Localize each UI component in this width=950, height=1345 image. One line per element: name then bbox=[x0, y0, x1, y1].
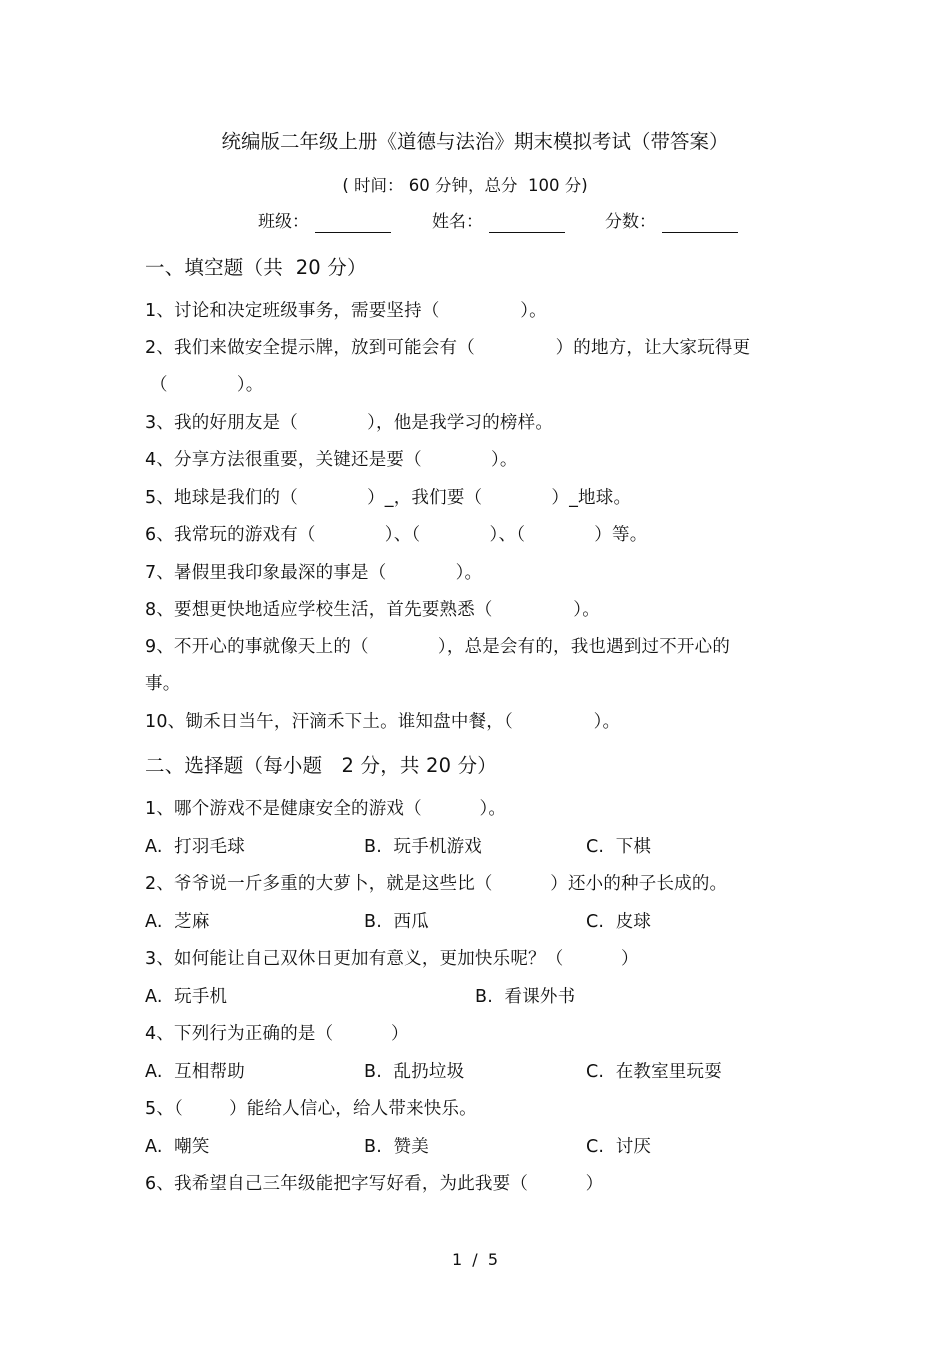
score-blank[interactable] bbox=[662, 214, 738, 233]
fill-question-9: 9、不开心的事就像天上的（ ），总是会有的，我也遇到过不开心的 bbox=[145, 637, 731, 657]
class-label: 班级： bbox=[258, 212, 309, 232]
q4-option-b[interactable]: B. 乱扔垃圾 bbox=[364, 1062, 465, 1082]
fill-question-6: 6、我常玩的游戏有（ ）、（ ）、（ ）等。 bbox=[145, 525, 648, 545]
q5-option-a[interactable]: A. 嘲笑 bbox=[145, 1137, 210, 1157]
choice-question-6: 6、我希望自己三年级能把字写好看，为此我要（ ） bbox=[145, 1174, 604, 1194]
q1-option-c[interactable]: C. 下棋 bbox=[586, 837, 652, 857]
q4-option-c[interactable]: C. 在教室里玩耍 bbox=[586, 1062, 722, 1082]
fill-question-2: 2、我们来做安全提示牌，放到可能会有（ ）的地方，让大家玩得更 bbox=[145, 338, 751, 358]
fill-question-8: 8、要想更快地适应学校生活，首先要熟悉（ ）。 bbox=[145, 600, 600, 620]
class-field bbox=[258, 211, 391, 235]
q2-option-b[interactable]: B. 西瓜 bbox=[364, 912, 429, 932]
q5-option-b[interactable]: B. 赞美 bbox=[364, 1137, 429, 1157]
name-label: 姓名： bbox=[432, 212, 483, 232]
q1-option-a[interactable]: A. 打羽毛球 bbox=[145, 837, 245, 857]
fill-question-4: 4、分享方法很重要，关键还是要（ ）。 bbox=[145, 450, 518, 470]
section2-title: 二、选择题（每小题 2 分，共 20 分） bbox=[145, 754, 498, 777]
q2-option-c[interactable]: C. 皮球 bbox=[586, 912, 652, 932]
class-blank[interactable] bbox=[315, 214, 391, 233]
name-blank[interactable] bbox=[489, 214, 565, 233]
fill-question-2-cont: （ ）。 bbox=[150, 375, 264, 395]
choice-question-5: 5、（ ）能给人信心，给人带来快乐。 bbox=[145, 1099, 477, 1119]
choice-question-3: 3、如何能让自己双休日更加有意义，更加快乐呢？（ ） bbox=[145, 949, 639, 969]
name-field bbox=[432, 211, 565, 235]
q3-option-b[interactable]: B. 看课外书 bbox=[475, 987, 576, 1007]
q4-option-a[interactable]: A. 互相帮助 bbox=[145, 1062, 245, 1082]
exam-subtitle: ( 时间： 60 分钟，总分 100 分) bbox=[342, 176, 588, 195]
choice-question-4: 4、下列行为正确的是（ ） bbox=[145, 1024, 409, 1044]
score-field bbox=[605, 211, 738, 235]
fill-question-5: 5、地球是我们的（ ）_，我们要（ ）_地球。 bbox=[145, 488, 632, 508]
q5-option-c[interactable]: C. 讨厌 bbox=[586, 1137, 652, 1157]
fill-question-3: 3、我的好朋友是（ ），他是我学习的榜样。 bbox=[145, 413, 554, 433]
choice-question-1: 1、哪个游戏不是健康安全的游戏（ ）。 bbox=[145, 799, 507, 819]
exam-title: 统编版二年级上册《道德与法治》期末模拟考试（带答案） bbox=[221, 130, 729, 153]
fill-question-1: 1、讨论和决定班级事务，需要坚持（ ）。 bbox=[145, 301, 547, 321]
q1-option-b[interactable]: B. 玩手机游戏 bbox=[364, 837, 482, 857]
page-number: 1 / 5 bbox=[451, 1250, 499, 1269]
fill-question-10: 10、锄禾日当午，汗滴禾下土。谁知盘中餐，（ ）。 bbox=[145, 712, 621, 732]
fill-question-9-cont: 事。 bbox=[145, 674, 181, 694]
section1-title: 一、填空题（共 20 分） bbox=[145, 256, 367, 279]
fill-question-7: 7、暑假里我印象最深的事是（ ）。 bbox=[145, 563, 483, 583]
choice-question-2: 2、爷爷说一斤多重的大萝卜，就是这些比（ ）还小的种子长成的。 bbox=[145, 874, 728, 894]
q2-option-a[interactable]: A. 芝麻 bbox=[145, 912, 210, 932]
score-label: 分数： bbox=[605, 212, 656, 232]
q3-option-a[interactable]: A. 玩手机 bbox=[145, 987, 228, 1007]
